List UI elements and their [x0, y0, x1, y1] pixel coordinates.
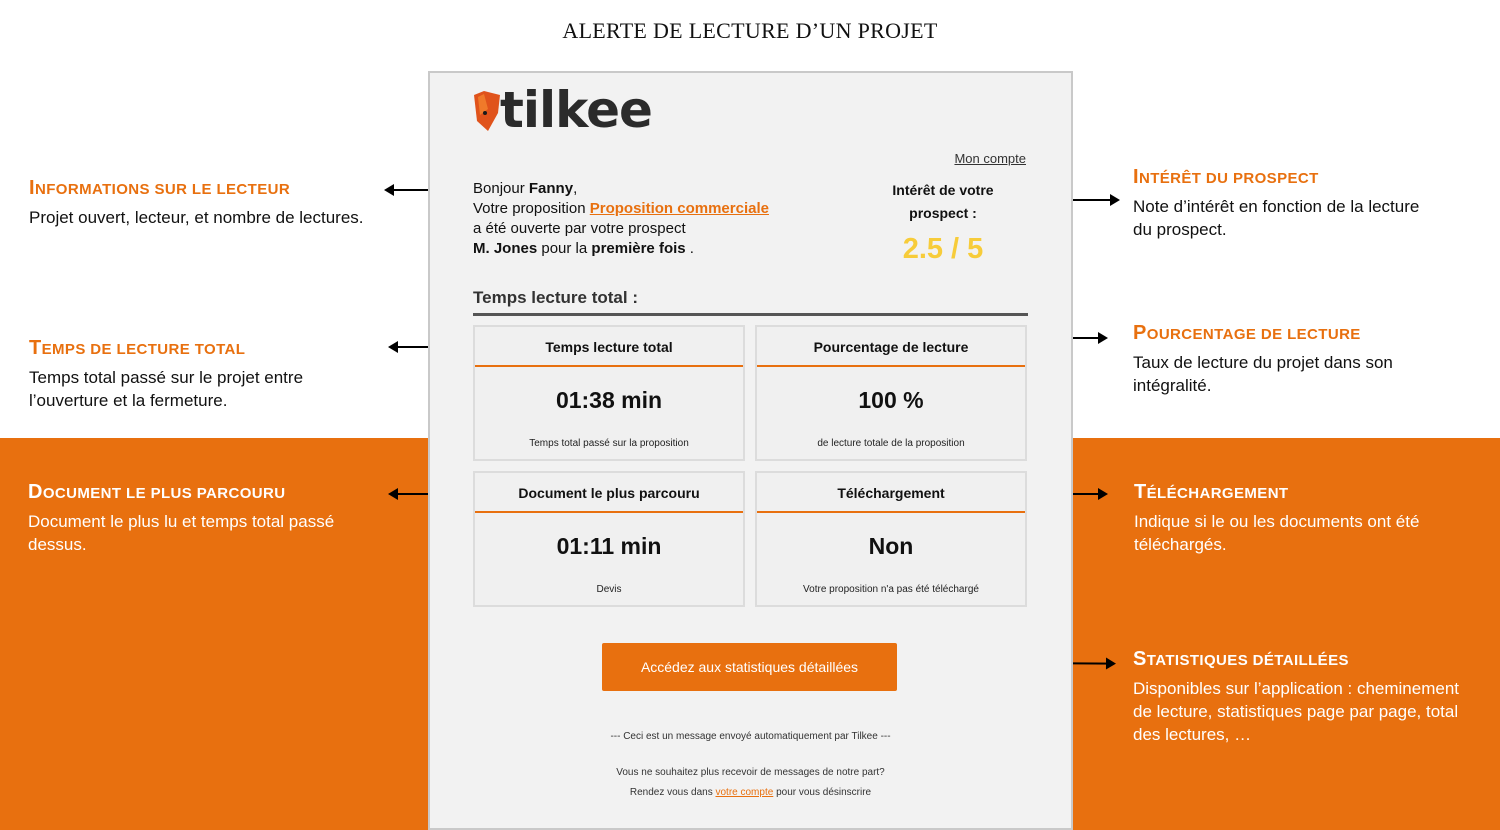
annotation-interest	[1133, 166, 1433, 241]
interest-block	[878, 179, 1008, 266]
greeting-hello: Bonjour	[473, 180, 525, 197]
card-subtitle: Votre proposition n'a pas été téléchargé	[803, 584, 979, 595]
section-title: Temps lecture total :	[473, 288, 1028, 316]
annotation-reader-info	[29, 177, 369, 229]
annotation-body: Projet ouvert, lecteur, et nombre de lectures.	[29, 208, 364, 227]
footer-unsubscribe-line	[430, 787, 1071, 798]
card-subtitle: Devis	[596, 584, 622, 595]
greeting-line4-mid: pour la	[541, 240, 588, 257]
greeting-message	[473, 179, 769, 259]
annotation-total-time	[29, 337, 369, 412]
reader-name: Fanny	[528, 180, 574, 197]
card-total-time	[473, 325, 745, 461]
prospect-name: M. Jones	[473, 240, 538, 257]
card-title: Temps lecture total	[475, 327, 743, 367]
account-link[interactable]: Mon compte	[954, 151, 1026, 166]
email-preview	[428, 71, 1073, 830]
annotation-most-read	[28, 481, 348, 556]
annotation-title: INTÉRÊT DU PROSPECT	[1133, 166, 1319, 188]
card-value: 01:38 min	[555, 387, 663, 413]
card-download	[755, 471, 1027, 607]
interest-label: Intérêt de votre prospect :	[892, 182, 994, 221]
annotation-percentage	[1133, 322, 1453, 397]
annotation-stats	[1133, 648, 1463, 746]
card-title: Document le plus parcouru	[475, 473, 743, 513]
annotation-body: Document le plus lu et temps total passé dessus.	[28, 512, 335, 554]
footer-auto-message: --- Ceci est un message envoyé automatiquement par Tilkee ---	[610, 731, 891, 742]
footer-unsub-prefix: Rendez vous dans	[629, 787, 713, 798]
page-title: ALERTE DE LECTURE D’UN PROJET	[562, 18, 938, 43]
detailed-stats-button[interactable]: Accédez aux statistiques détaillées	[602, 643, 897, 691]
card-value: 01:11 min	[556, 533, 662, 559]
annotation-title: DOCUMENT LE PLUS PARCOURU	[28, 481, 286, 503]
card-title: Téléchargement	[757, 473, 1025, 513]
card-subtitle: de lecture totale de la proposition	[817, 438, 965, 449]
card-value: Non	[868, 533, 914, 559]
read-count: première fois	[591, 240, 686, 257]
logo-text: tilkee	[500, 81, 652, 139]
greeting-comma: ,	[573, 180, 578, 197]
annotation-body: Temps total passé sur le projet entre l’ouverture et la fermeture.	[29, 368, 304, 410]
annotation-title: POURCENTAGE DE LECTURE	[1133, 322, 1361, 344]
card-title: Pourcentage de lecture	[757, 327, 1025, 367]
card-value: 100 %	[858, 387, 924, 413]
greeting-line2: Votre proposition	[473, 200, 586, 217]
annotation-title: INFORMATIONS SUR LE LECTEUR	[29, 177, 291, 199]
annotation-body: Disponibles sur l’application : cheminement de lecture, statistiques page par page, total des lectures, …	[1133, 679, 1459, 744]
annotation-title: TEMPS DE LECTURE TOTAL	[29, 337, 246, 359]
card-percentage	[755, 325, 1027, 461]
proposal-link[interactable]: Proposition commerciale	[589, 200, 769, 217]
annotation-body: Note d’intérêt en fonction de la lecture du prospect.	[1133, 197, 1420, 239]
greeting-line4-end: .	[689, 240, 694, 257]
card-most-read	[473, 471, 745, 607]
annotation-download	[1134, 481, 1454, 556]
card-subtitle: Temps total passé sur la proposition	[529, 438, 689, 449]
annotation-title: STATISTIQUES DÉTAILLÉES	[1133, 648, 1349, 670]
annotation-body: Indique si le ou les documents ont été téléchargés.	[1134, 512, 1420, 554]
footer-unsubscribe-question: Vous ne souhaitez plus recevoir de messages de notre part?	[616, 767, 885, 778]
annotation-body: Taux de lecture du projet dans son intégralité.	[1133, 353, 1393, 395]
greeting-line3: a été ouverte par votre prospect	[473, 220, 686, 237]
footer-unsub-suffix: pour vous désinscrire	[776, 787, 872, 798]
interest-score: 2.5 / 5	[902, 233, 984, 265]
annotation-title: TÉLÉCHARGEMENT	[1134, 481, 1289, 503]
footer-account-link[interactable]: votre compte	[715, 787, 774, 798]
